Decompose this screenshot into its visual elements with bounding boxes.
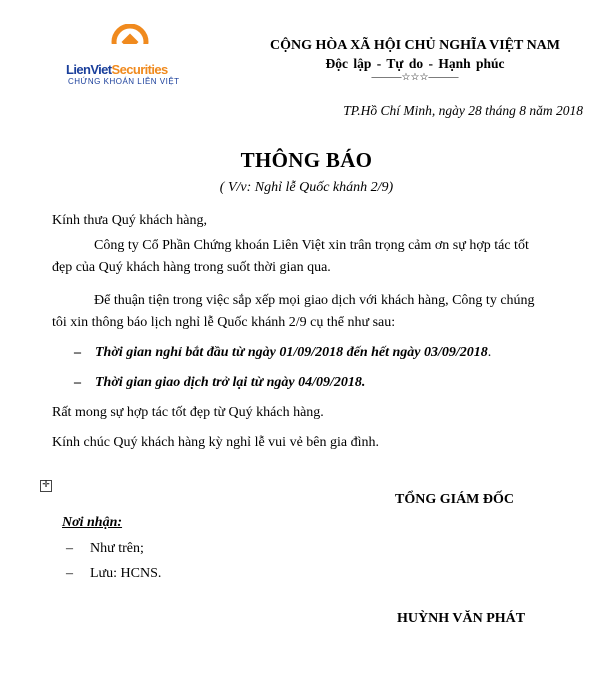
bullet-holiday-period: Thời gian nghỉ bắt đầu từ ngày 01/09/2018 đến hết ngày 03/09/2018. (95, 345, 492, 360)
closing-line-1: Rất mong sự hợp tác tốt đẹp từ Quý khách hàng. (52, 405, 324, 420)
company-logo-tagline: CHỨNG KHOÁN LIÊN VIỆT (68, 77, 180, 86)
paragraph-2-line-1: Để thuận tiện trong việc sắp xếp mọi giao dịch với khách hàng, Công ty chúng (94, 293, 535, 308)
signatory-name: HUỲNH VĂN PHÁT (397, 611, 526, 626)
signature-role: TỔNG GIÁM ĐỐC (395, 492, 514, 507)
recipient-dash: – (66, 566, 73, 581)
recipient-item: Lưu: HCNS. (90, 566, 162, 581)
document-subtitle: ( V/v: Nghỉ lễ Quốc khánh 2/9) (219, 180, 394, 195)
recipient-dash: – (66, 541, 73, 556)
paragraph-1-line-1: Công ty Cổ Phần Chứng khoán Liên Việt xin trân trọng cảm ơn sự hợp tác tốt (94, 238, 529, 253)
company-logo-text: LienVietSecurities (66, 62, 168, 77)
national-header-motto: Độc lập - Tự do - Hạnh phúc (325, 56, 505, 71)
paragraph-2-line-2: tôi xin thông báo lịch nghỉ lễ Quốc khánh 2/9 cụ thể như sau: (52, 315, 396, 330)
bullet-dash: – (74, 345, 81, 360)
move-anchor-icon[interactable]: ✛ (40, 480, 52, 492)
bullet-trading-resume: Thời gian giao dịch trở lại từ ngày 04/09/2018. (95, 375, 366, 390)
national-header-title: CỘNG HÒA XÃ HỘI CHỦ NGHĨA VIỆT NAM (269, 38, 560, 53)
document-date: TP.Hồ Chí Minh, ngày 28 tháng 8 năm 2018 (343, 103, 583, 118)
bullet-dash: – (74, 375, 81, 390)
greeting: Kính thưa Quý khách hàng, (52, 213, 207, 228)
closing-line-2: Kính chúc Quý khách hàng kỳ nghỉ lễ vui vẻ bên gia đình. (52, 435, 379, 450)
recipient-item: Như trên; (90, 541, 144, 556)
national-header-ornament: ———☆☆☆——— (371, 72, 459, 83)
document-title: THÔNG BÁO (240, 148, 373, 172)
paragraph-1-line-2: đẹp của Quý khách hàng trong suốt thời gian qua. (52, 260, 331, 275)
recipients-label: Nơi nhận: (62, 515, 123, 530)
